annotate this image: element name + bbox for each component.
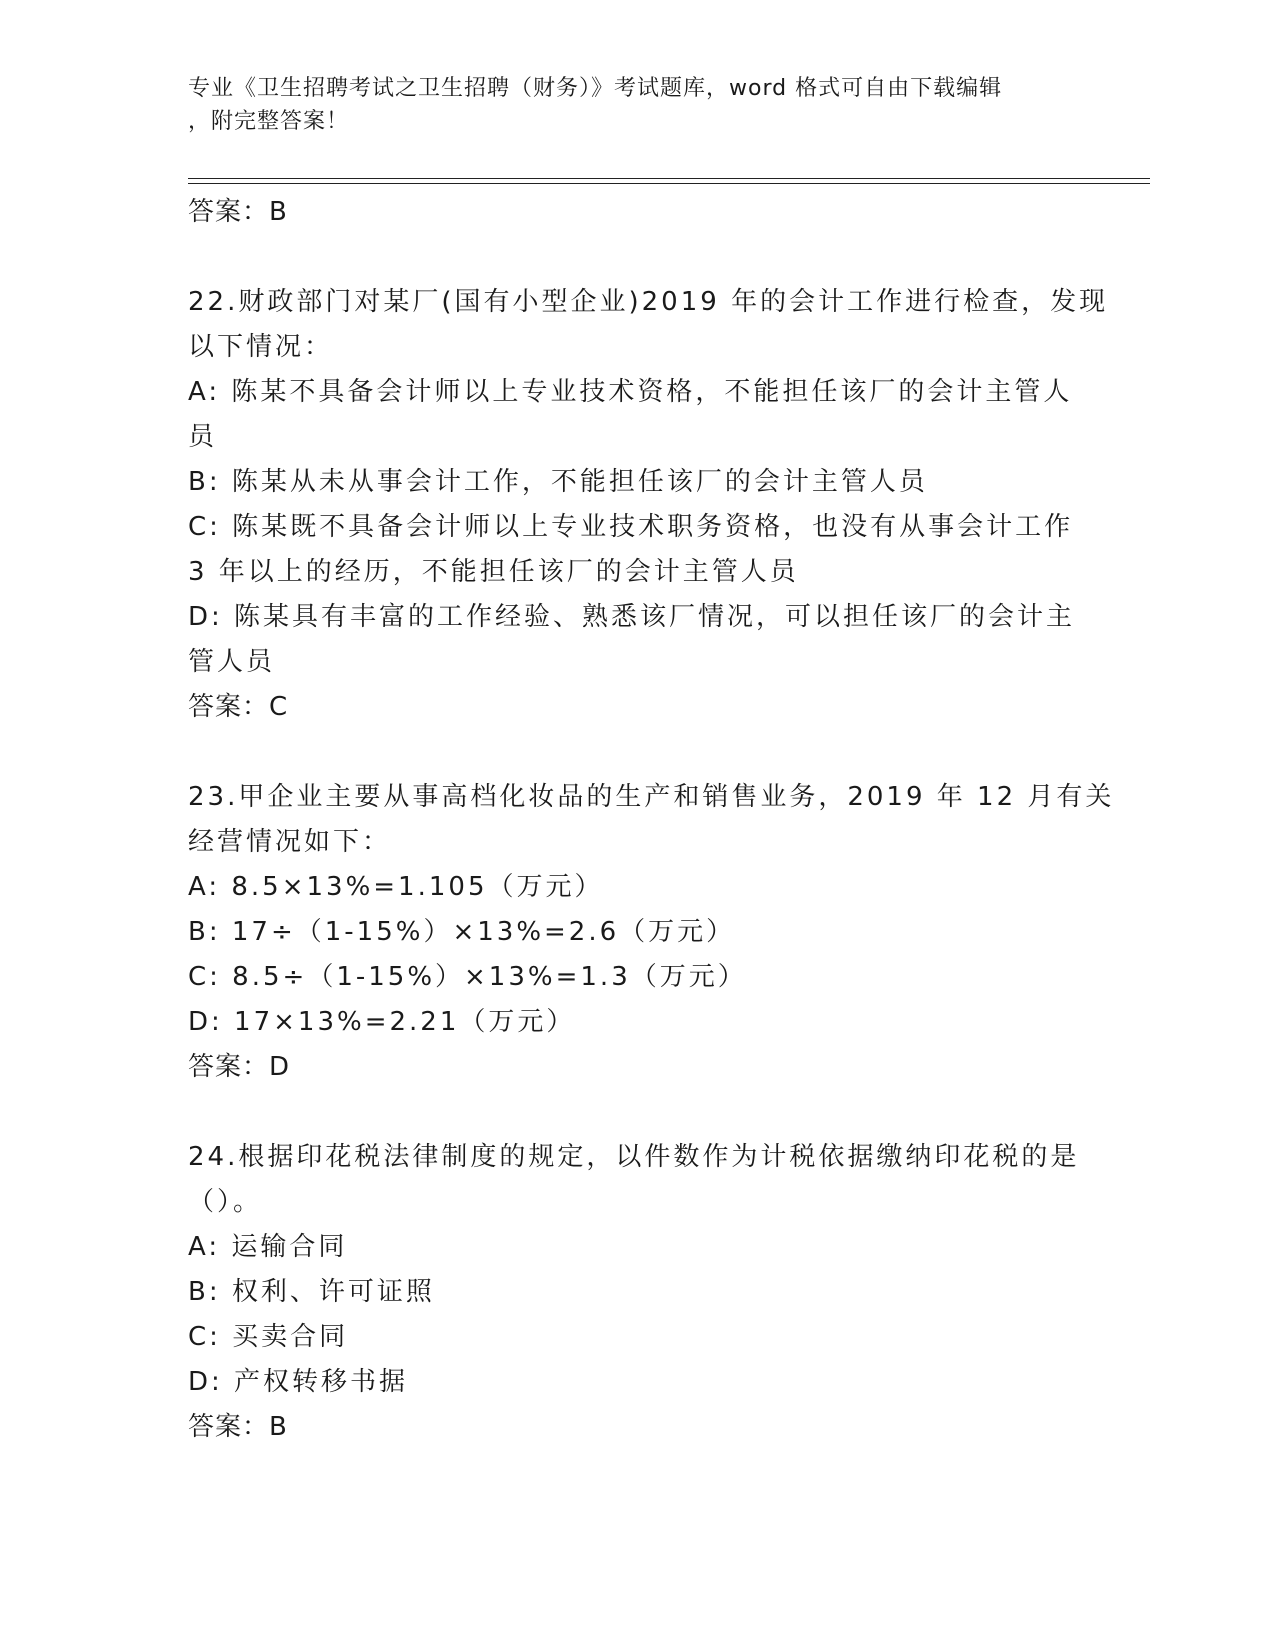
option-a-line: A: 8.5×13%=1.105（万元）	[188, 872, 604, 902]
option-a-line: A: 陈某不具备会计师以上专业技术资格，不能担任该厂的会计主管人	[188, 377, 1073, 407]
question-stem-line: 以下情况：	[188, 332, 334, 362]
header-line-2: ，附完整答案！	[188, 109, 350, 134]
spacer	[188, 1090, 1088, 1135]
header-line-1: 专业《卫生招聘考试之卫生招聘（财务）》考试题库，word 格式可自由下载编辑	[188, 76, 1003, 101]
option-c-line: C: 陈某既不具备会计师以上专业技术职务资格，也没有从事会计工作	[188, 512, 1074, 542]
question-answer: 答案：D	[188, 1052, 291, 1082]
option-b-line: B: 17÷（1-15%）×13%=2.6（万元）	[188, 917, 736, 947]
question-answer: 答案：C	[188, 692, 289, 722]
spacer	[188, 730, 1088, 775]
option-c-line: C: 买卖合同	[188, 1322, 349, 1352]
question-answer: 答案：B	[188, 1412, 288, 1442]
question-23	[188, 775, 1115, 1090]
option-c-line: C: 8.5÷（1-15%）×13%=1.3（万元）	[188, 962, 747, 992]
question-stem-line: 23.甲企业主要从事高档化妆品的生产和销售业务，2019 年 12 月有关	[188, 782, 1115, 812]
question-stem-line: 24.根据印花税法律制度的规定，以件数作为计税依据缴纳印花税的是	[188, 1142, 1080, 1172]
option-c-line: 3 年以上的经历，不能担任该厂的会计主管人员	[188, 557, 799, 587]
question-24	[188, 1135, 1088, 1450]
header-rule-top	[188, 178, 1150, 179]
question-stem-line: 经营情况如下：	[188, 827, 392, 857]
option-b-line: B: 权利、许可证照	[188, 1277, 435, 1307]
option-b-line: B: 陈某从未从事会计工作，不能担任该厂的会计主管人员	[188, 467, 928, 497]
header-rule-bottom	[188, 183, 1150, 184]
option-d-line: 管人员	[188, 647, 276, 677]
previous-answer: 答案：B	[188, 197, 288, 227]
option-a-line: 员	[188, 422, 218, 452]
question-list	[188, 190, 1115, 1450]
question-stem-line: 22.财政部门对某厂(国有小型企业)2019 年的会计工作进行检查，发现	[188, 287, 1109, 317]
option-d-line: D: 17×13%=2.21（万元）	[188, 1007, 576, 1037]
document-header	[188, 72, 1088, 138]
question-stem-line: （）。	[188, 1187, 263, 1217]
option-d-line: D: 陈某具有丰富的工作经验、熟悉该厂情况，可以担任该厂的会计主	[188, 602, 1076, 632]
option-a-line: A: 运输合同	[188, 1232, 348, 1262]
question-22	[188, 280, 1109, 730]
option-d-line: D: 产权转移书据	[188, 1367, 409, 1397]
spacer	[188, 235, 1088, 280]
